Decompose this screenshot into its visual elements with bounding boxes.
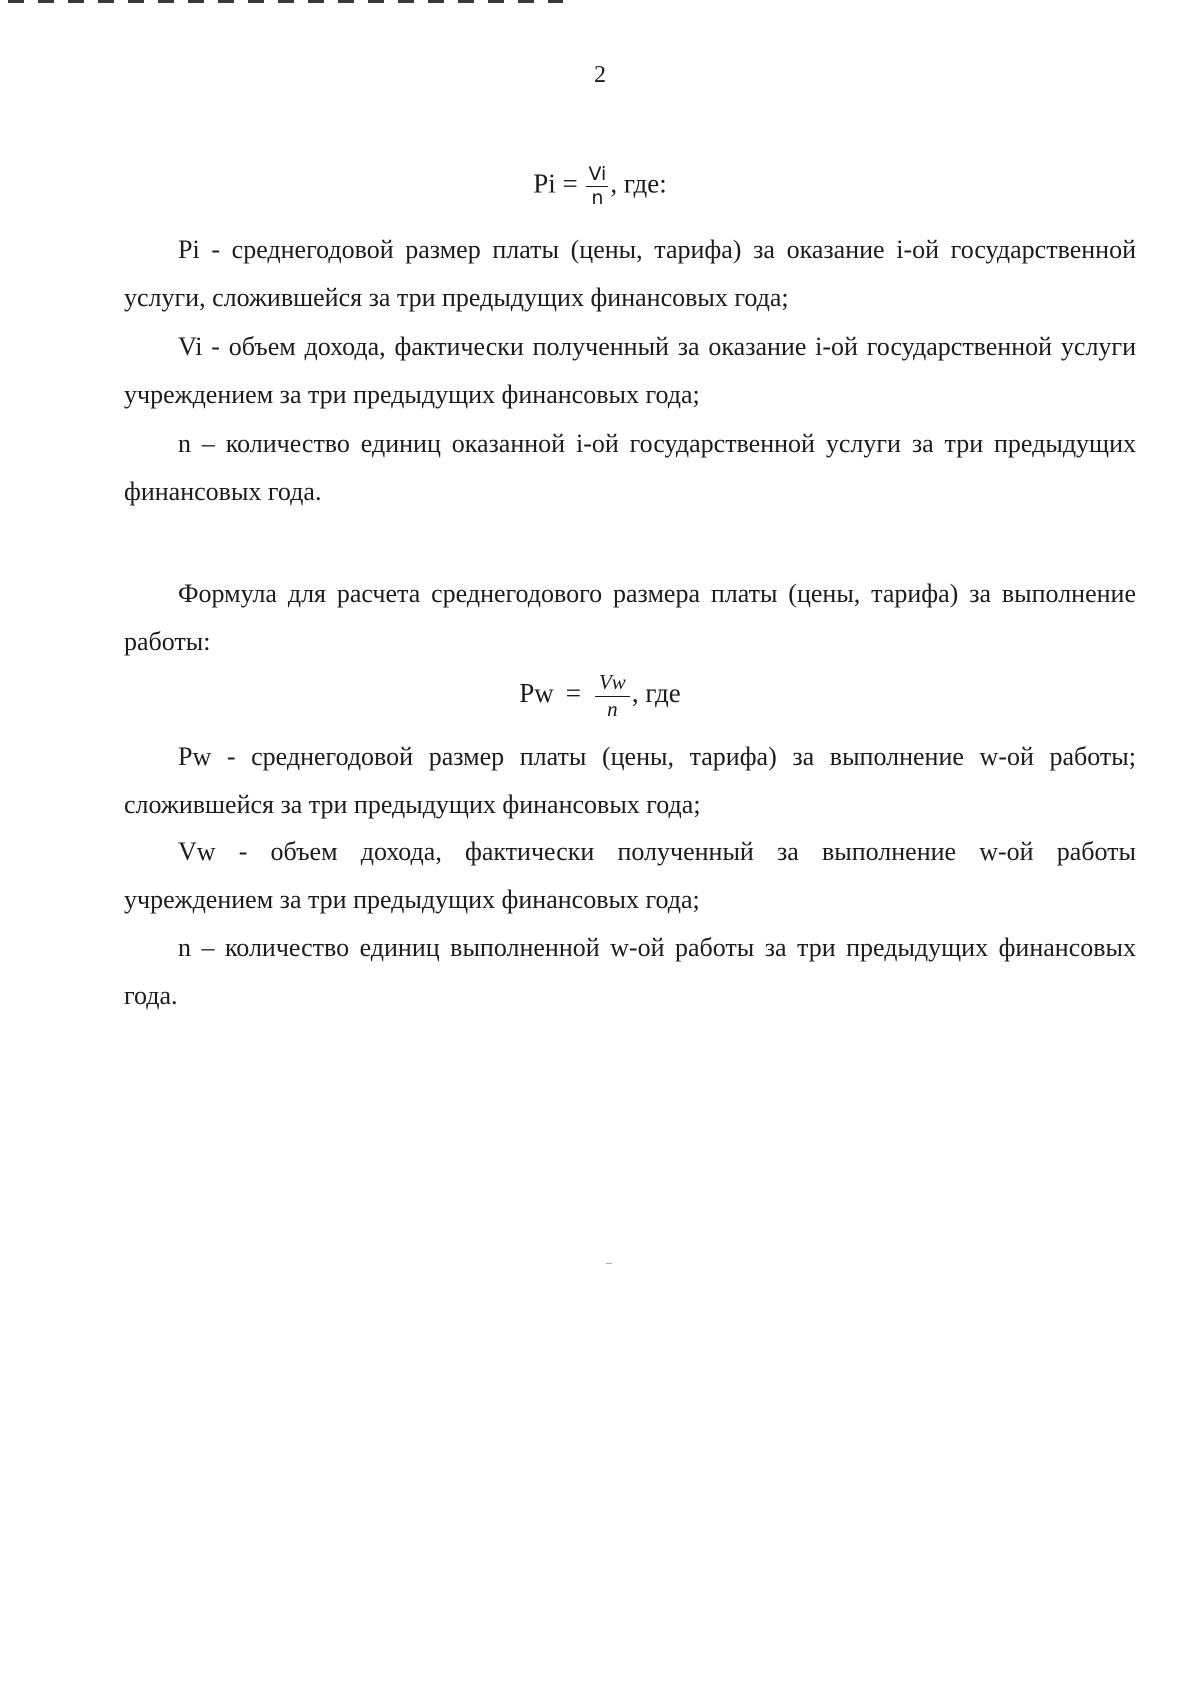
definition-pw: Pw - среднегодовой размер платы (цены, тарифа) за выполнение w-ой работы; сложившейся за три предыдущих финансовых года; — [124, 742, 1136, 819]
formula-suffix: , где: — [610, 168, 667, 199]
page-number: 2 — [594, 62, 606, 88]
definition-n-work: n – количество единиц выполненной w-ой работы за три предыдущих финансовых года. — [124, 933, 1136, 1010]
definition-vi: Vi - объем дохода, фактически полученный за оказание i-ой государственной услуги учреждением за три предыдущих финансовых года; — [124, 332, 1136, 409]
fraction-denominator: n — [591, 187, 604, 209]
fraction-numerator: Vw — [595, 672, 630, 697]
formula-work-price — [0, 672, 1200, 720]
work-formula-intro: Формула для расчета среднегодового размера платы (цены, тарифа) за выполнение работы: — [124, 579, 1136, 656]
formula-lhs: Pw — [519, 678, 554, 709]
fraction-denominator: n — [607, 697, 618, 721]
formula-suffix: , где — [631, 678, 681, 709]
definition-pi: Pi - среднегодовой размер платы (цены, тарифа) за оказание i-ой государственной услуги, сложившейся за три предыдущих финансовых года; — [124, 235, 1136, 312]
scan-speck — [606, 1263, 612, 1264]
formula-lhs: Pi = — [533, 168, 578, 199]
definition-n-service: n – количество единиц оказанной i-ой государственной услуги за три предыдущих финансовых года. — [124, 429, 1136, 506]
formula-service-price — [0, 165, 1200, 208]
formula-equals: = — [565, 678, 581, 709]
fraction-numerator: Vi — [588, 163, 607, 185]
definition-vw: Vw - объем дохода, фактически полученный за выполнение w-ой работы учреждением за три предыдущих финансовых года; — [124, 837, 1136, 914]
cut-line-dashes — [8, 0, 563, 3]
formula-fraction — [595, 672, 630, 720]
formula-fraction — [586, 165, 608, 208]
